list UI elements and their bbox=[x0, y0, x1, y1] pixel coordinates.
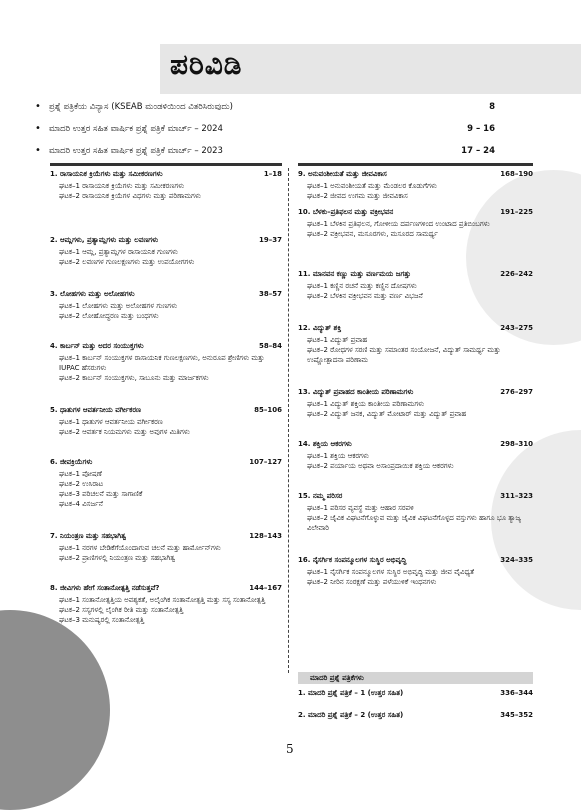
chapter-heading bbox=[298, 440, 533, 451]
chapter-unit: ಘಟಕ–1 ಧಾತುಗಳ ಆವರ್ತನೀಯ ವರ್ಗೀಕರಣ bbox=[59, 418, 163, 426]
chapter-unit: ಘಟಕ–4 ವಿಸರ್ಜನೆ bbox=[59, 500, 103, 508]
bullet-icon: • bbox=[35, 123, 41, 134]
chapter-unit: ಘಟಕ–2 ಸಸ್ಯಗಳಲ್ಲಿ ಲೈಂಗಿಕ ರೀತಿ ಮತ್ತು ಸಂತಾನೋತ್ಪತ್ತಿ bbox=[59, 606, 184, 614]
chapter-heading bbox=[298, 270, 533, 281]
chapter-unit: ಘಟಕ–2 ಆವರ್ತಕ ನಿಯಮಗಳು ಮತ್ತು ಅವುಗಳ ಮಿತಿಗಳು bbox=[59, 428, 190, 436]
chapter-heading bbox=[298, 208, 533, 219]
chapter-heading bbox=[298, 556, 533, 567]
toc-chapter bbox=[50, 406, 282, 437]
chapter-unit: ಘಟಕ–2 ನೀರಿನ ಸಂರಕ್ಷಣೆ ಮತ್ತು ಪಳೆಯುಳಿಕೆ ಇಂಧನಗಳು bbox=[307, 578, 437, 586]
chapter-heading bbox=[298, 492, 533, 503]
chapter-heading bbox=[298, 170, 533, 181]
chapter-pages: 298–310 bbox=[500, 440, 533, 448]
left-top-rule bbox=[50, 163, 282, 166]
chapter-heading bbox=[50, 342, 282, 353]
toc-chapter bbox=[298, 440, 533, 471]
chapter-pages: 38–57 bbox=[259, 290, 282, 298]
chapter-unit: ಘಟಕ–2 ವಿದ್ಯುತ್ ಜನಕ, ವಿದ್ಯುತ್ ಮೋಟಾರ್ ಮತ್ತು ವಿದ್ಯುತ್ ಪ್ರವಾಹ bbox=[307, 410, 467, 418]
chapter-title: 11. ಮಾನವನ ಕಣ್ಣು ಮತ್ತು ವರ್ಣಮಯ ಜಗತ್ತು bbox=[298, 270, 411, 278]
chapter-unit: ಘಟಕ–1 ರಾಸಾಯನಿಕ ಕ್ರಿಯೆಗಳು ಮತ್ತು ಸಮೀಕರಣಗಳು bbox=[59, 182, 185, 190]
chapter-title: 16. ನೈಸರ್ಗಿಕ ಸಂಪನ್ಮೂಲಗಳ ಸುಸ್ಥಿರ ಅಭಿವೃದ್ಧಿ bbox=[298, 556, 407, 564]
toc-chapter bbox=[298, 556, 533, 587]
intro-pages: 8 bbox=[489, 102, 495, 112]
chapter-unit: ಘಟಕ–2 ರಾಸಾಯನಿಕ ಕ್ರಿಯೆಗಳ ವಿಧಗಳು ಮತ್ತು ಪರಿಣಾಮಗಳು bbox=[59, 192, 201, 200]
chapter-heading bbox=[50, 584, 282, 595]
chapter-unit: ಘಟಕ–2 ಲವಣಗಳ ಗುಣಲಕ್ಷಣಗಳು ಮತ್ತು ಉಪಯೋಗಗಳು bbox=[59, 258, 195, 266]
toc-chapter bbox=[50, 584, 282, 625]
toc-chapter bbox=[50, 236, 282, 267]
toc-chapter bbox=[50, 342, 282, 383]
chapter-unit: ಘಟಕ–1 ಶಕ್ತಿಯ ಆಕರಗಳು bbox=[307, 452, 369, 460]
chapter-unit: ಘಟಕ–2 ಜೈವಿಕ ವಿಘಟನೆಗೊಳ್ಳುವ ಮತ್ತು ಜೈವಿಕ ವಿಘಟನೆಗೊಳ್ಳದ ವಸ್ತುಗಳು ಹಾಗೂ ಭೂ ತ್ಯಾಜ್ಯ ವಿಲೇವಾರಿ bbox=[307, 514, 522, 532]
toc-chapter bbox=[298, 492, 533, 533]
bullet-icon: • bbox=[35, 145, 41, 156]
paper-title: 2. ಮಾದರಿ ಪ್ರಶ್ನೆ ಪತ್ರಿಕೆ – 2 (ಉತ್ತರ ಸಹಿತ) bbox=[298, 711, 404, 719]
chapter-pages: 243–275 bbox=[500, 324, 533, 332]
chapter-title: 3. ಲೋಹಗಳು ಮತ್ತು ಅಲೋಹಗಳು bbox=[50, 290, 135, 298]
chapter-unit: ಘಟಕ–3 ಪರಿಚಲನೆ ಮತ್ತು ಸಾಗಾಣಿಕೆ bbox=[59, 490, 143, 498]
chapter-pages: 276–297 bbox=[500, 388, 533, 396]
chapter-title: 9. ಅನುವಂಶೀಯತೆ ಮತ್ತು ಜೀವವಿಕಾಸ bbox=[298, 170, 387, 178]
chapter-unit: ಘಟಕ–2 ಜೀವದ ಉಗಮ ಮತ್ತು ಜೀವವಿಕಾಸ bbox=[307, 192, 408, 200]
paper-title: 1. ಮಾದರಿ ಪ್ರಶ್ನೆ ಪತ್ರಿಕೆ – 1 (ಉತ್ತರ ಸಹಿತ) bbox=[298, 689, 404, 697]
chapter-heading bbox=[50, 458, 282, 469]
chapter-unit: ಘಟಕ–1 ಲೋಹಗಳು ಮತ್ತು ಅಲೋಹಗಳ ಗುಣಗಳು bbox=[59, 302, 178, 310]
chapter-unit: ಘಟಕ–1 ವಿದ್ಯುತ್ ಪ್ರವಾಹ bbox=[307, 336, 368, 344]
column-separator bbox=[288, 168, 289, 673]
chapter-pages: 226–242 bbox=[500, 270, 533, 278]
chapter-unit: ಘಟಕ–1 ವಿದ್ಯುತ್ ಶಕ್ತಿಯ ಕಾಂತೀಯ ಪರಿಣಾಮಗಳು bbox=[307, 400, 425, 408]
chapter-pages: 58–84 bbox=[259, 342, 282, 350]
toc-chapter bbox=[298, 270, 533, 301]
chapter-unit: ಘಟಕ–2 ವಕ್ರೀಭವನ, ಮಸೂರಗಳು, ಮಸೂರದ ಸಾಮರ್ಥ್ಯ bbox=[307, 230, 438, 238]
chapter-unit: ಘಟಕ–1 ಅನುವಂಶೀಯತೆ ಮತ್ತು ಮೆಂಡಲರ ಕೊಡುಗೆಗಳು bbox=[307, 182, 437, 190]
page-title: ಪರಿವಿಡಿ bbox=[170, 48, 243, 81]
chapter-heading bbox=[50, 290, 282, 301]
toc-chapter bbox=[298, 388, 533, 419]
chapter-unit: ಘಟಕ–1 ಸಂತಾನೋತ್ಪತ್ತಿಯ ಅವಶ್ಯಕತೆ, ಅಲೈಂಗಿಕ ಸಂತಾನೋತ್ಪತ್ತಿ ಮತ್ತು ಸಸ್ಯ ಸಂತಾನೋತ್ಪತ್ತಿ bbox=[59, 596, 266, 604]
toc-chapter bbox=[298, 208, 533, 239]
toc-chapter bbox=[50, 458, 282, 509]
chapter-pages: 128–143 bbox=[249, 532, 282, 540]
chapter-title: 12. ವಿದ್ಯುತ್ ಶಕ್ತಿ bbox=[298, 324, 342, 332]
chapter-pages: 168–190 bbox=[500, 170, 533, 178]
decorative-circle-bottom-left bbox=[0, 610, 110, 810]
chapter-title: 4. ಕಾರ್ಬನ್ ಮತ್ತು ಅದರ ಸಂಯುಕ್ತಗಳು bbox=[50, 342, 144, 350]
chapter-unit: ಘಟಕ–1 ಪರಿಸರ ವ್ಯವಸ್ಥೆ ಮತ್ತು ಆಹಾರ ಸರಪಳಿ bbox=[307, 504, 414, 512]
chapter-heading bbox=[50, 170, 282, 181]
toc-chapter bbox=[50, 170, 282, 201]
chapter-unit: ಘಟಕ–1 ನೈಸರ್ಗಿಕ ಸಂಪನ್ಮೂಲಗಳ ಸುಸ್ಥಿರ ಅಭಿವೃದ್ಧಿ ಮತ್ತು ಜೀವ ವೈವಿಧ್ಯತೆ bbox=[307, 568, 475, 576]
intro-item bbox=[35, 122, 495, 144]
intro-text: ಮಾದರಿ ಉತ್ತರ ಸಹಿತ ವಾರ್ಷಿಕ ಪ್ರಶ್ನೆ ಪತ್ರಿಕೆ ಮಾರ್ಚ್ – 2024 bbox=[49, 124, 223, 134]
chapter-pages: 191–225 bbox=[500, 208, 533, 216]
intro-item bbox=[35, 100, 495, 122]
toc-chapter bbox=[298, 324, 533, 365]
chapter-pages: 1–18 bbox=[263, 170, 282, 178]
intro-pages: 17 – 24 bbox=[461, 146, 495, 156]
chapter-unit: ಘಟಕ–1 ನರಗಳ ಬೇಡಿಕೆಗೆಯೊಂದಾಗುವ ಚಲನೆ ಮತ್ತು ಹಾರ್ಮೋನ್‌ಗಳು bbox=[59, 544, 221, 552]
chapter-unit: ಘಟಕ–2 ರೋಧಗಳ ಸರಣಿ ಮತ್ತು ಸಮಾಂತರ ಸಂಯೋಜನೆ, ವಿದ್ಯುತ್ ಸಾಮರ್ಥ್ಯ ಮತ್ತು ಉಷ್ಣೋತ್ಪಾದನಾ ಪರಿಣಾಮ bbox=[307, 346, 501, 364]
intro-list bbox=[35, 100, 495, 166]
chapter-unit: ಘಟಕ–1 ಪೋಷಣೆ bbox=[59, 470, 102, 478]
intro-pages: 9 – 16 bbox=[467, 124, 495, 134]
model-paper-entry bbox=[298, 684, 533, 706]
model-paper-entry bbox=[298, 706, 533, 728]
chapter-title: 2. ಆಮ್ಲಗಳು, ಪ್ರತ್ಯಾಮ್ಲಗಳು ಮತ್ತು ಲವಣಗಳು bbox=[50, 236, 159, 244]
chapter-unit: ಘಟಕ–1 ಕಣ್ಣಿನ ರಚನೆ ಮತ್ತು ಕಣ್ಣಿನ ದೋಷಗಳು bbox=[307, 282, 417, 290]
chapter-pages: 85–106 bbox=[254, 406, 282, 414]
model-papers-section bbox=[298, 672, 533, 728]
chapter-title: 15. ನಮ್ಮ ಪರಿಸರ bbox=[298, 492, 343, 500]
toc-chapter bbox=[50, 290, 282, 321]
chapter-title: 8. ಜೀವಿಗಳು ಹೇಗೆ ಸಂತಾನೋತ್ಪತ್ತಿ ನಡೆಸುತ್ತವೆ? bbox=[50, 584, 160, 592]
model-papers-heading: ಮಾದರಿ ಪ್ರಶ್ನೆ ಪತ್ರಿಕೆಗಳು bbox=[298, 672, 533, 684]
chapter-title: 5. ಧಾತುಗಳ ಆವರ್ತನೀಯ ವರ್ಗೀಕರಣ bbox=[50, 406, 141, 414]
page-number: 5 bbox=[286, 742, 294, 756]
chapter-unit: ಘಟಕ–2 ಬೆಳಕಿನ ವಕ್ರೀಭವನ ಮತ್ತು ವರ್ಣ ವಿಭಜನೆ bbox=[307, 292, 423, 300]
chapter-title: 1. ರಾಸಾಯನಿಕ ಕ್ರಿಯೆಗಳು ಮತ್ತು ಸಮೀಕರಣಗಳು bbox=[50, 170, 163, 178]
chapter-title: 7. ನಿಯಂತ್ರಣ ಮತ್ತು ಸಹಭಾಗಿತ್ವ bbox=[50, 532, 127, 540]
chapter-heading bbox=[50, 406, 282, 417]
chapter-heading bbox=[298, 388, 533, 399]
chapter-unit: ಘಟಕ–2 ಪರ್ಯಾಯ ಅಥವಾ ಅಸಾಂಪ್ರದಾಯಿಕ ಶಕ್ತಿಯ ಆಕರಗಳು bbox=[307, 462, 454, 470]
chapter-pages: 324–335 bbox=[500, 556, 533, 564]
chapter-heading bbox=[50, 236, 282, 247]
chapter-pages: 107–127 bbox=[249, 458, 282, 466]
chapter-unit: ಘಟಕ–3 ಮನುಷ್ಯರಲ್ಲಿ ಸಂತಾನೋತ್ಪತ್ತಿ bbox=[59, 616, 145, 624]
bullet-icon: • bbox=[35, 101, 41, 112]
chapter-title: 14. ಶಕ್ತಿಯ ಆಕರಗಳು bbox=[298, 440, 352, 448]
chapter-pages: 144–167 bbox=[249, 584, 282, 592]
toc-chapter bbox=[50, 532, 282, 563]
chapter-unit: ಘಟಕ–2 ಲೋಹೋದ್ಧರಣ ಮತ್ತು ಬಂಧಗಳು bbox=[59, 312, 159, 320]
chapter-unit: ಘಟಕ–1 ಆಮ್ಲ, ಪ್ರತ್ಯಾಮ್ಲಗಳ ರಾಸಾಯನಿಕ ಗುಣಗಳು bbox=[59, 248, 178, 256]
chapter-unit: ಘಟಕ–2 ಪ್ರಾಣಿಗಳಲ್ಲಿ ನಿಯಂತ್ರಣ ಮತ್ತು ಸಹಭಾಗಿತ್ವ bbox=[59, 554, 176, 562]
chapter-heading bbox=[50, 532, 282, 543]
paper-pages: 336–344 bbox=[500, 689, 533, 697]
chapter-title: 13. ವಿದ್ಯುತ್ ಪ್ರವಾಹದ ಕಾಂತೀಯ ಪರಿಣಾಮಗಳು bbox=[298, 388, 414, 396]
chapter-title: 6. ಜೀವಕ್ರಿಯೆಗಳು bbox=[50, 458, 93, 466]
intro-text: ಮಾದರಿ ಉತ್ತರ ಸಹಿತ ವಾರ್ಷಿಕ ಪ್ರಶ್ನೆ ಪತ್ರಿಕೆ ಮಾರ್ಚ್ – 2023 bbox=[49, 146, 223, 156]
chapter-unit: ಘಟಕ–1 ಬೆಳಕಿನ ಪ್ರತಿಫಲನ, ಗೋಳೀಯ ದರ್ಪಣಗಳಿಂದ ಉಂಟಾದ ಪ್ರತಿಬಿಂಬಗಳು bbox=[307, 220, 490, 228]
chapter-title: 10. ಬೆಳಕು–ಪ್ರತಿಫಲನ ಮತ್ತು ವಕ್ರೀಭವನ bbox=[298, 208, 394, 216]
chapter-pages: 311–323 bbox=[500, 492, 533, 500]
chapter-unit: ಘಟಕ–1 ಕಾರ್ಬನ್ ಸಂಯುಕ್ತಗಳ ರಾಸಾಯನಿಕ ಗುಣಲಕ್ಷಣಗಳು, ಅನುರೂಪ ಶ್ರೇಣಿಗಳು ಮತ್ತು IUPAC ಹೆಸರುಗಳು bbox=[59, 354, 265, 372]
chapter-unit: ಘಟಕ–2 ಕಾರ್ಬನ್ ಸಂಯುಕ್ತಗಳು, ಸಾಬೂನು ಮತ್ತು ಮಾರ್ಜಕಗಳು bbox=[59, 374, 209, 382]
chapter-pages: 19–37 bbox=[259, 236, 282, 244]
chapter-unit: ಘಟಕ–2 ಉಸಿರಾಟ bbox=[59, 480, 104, 488]
paper-pages: 345–352 bbox=[500, 711, 533, 719]
toc-chapter bbox=[298, 170, 533, 201]
intro-text: ಪ್ರಶ್ನೆ ಪತ್ರಿಕೆಯ ವಿನ್ಯಾಸ (KSEAB ಮಂಡಳಿಯಿಂದ ವಿತರಿಸಿರುವುದು) bbox=[49, 102, 233, 112]
right-top-rule bbox=[298, 163, 533, 166]
chapter-heading bbox=[298, 324, 533, 335]
